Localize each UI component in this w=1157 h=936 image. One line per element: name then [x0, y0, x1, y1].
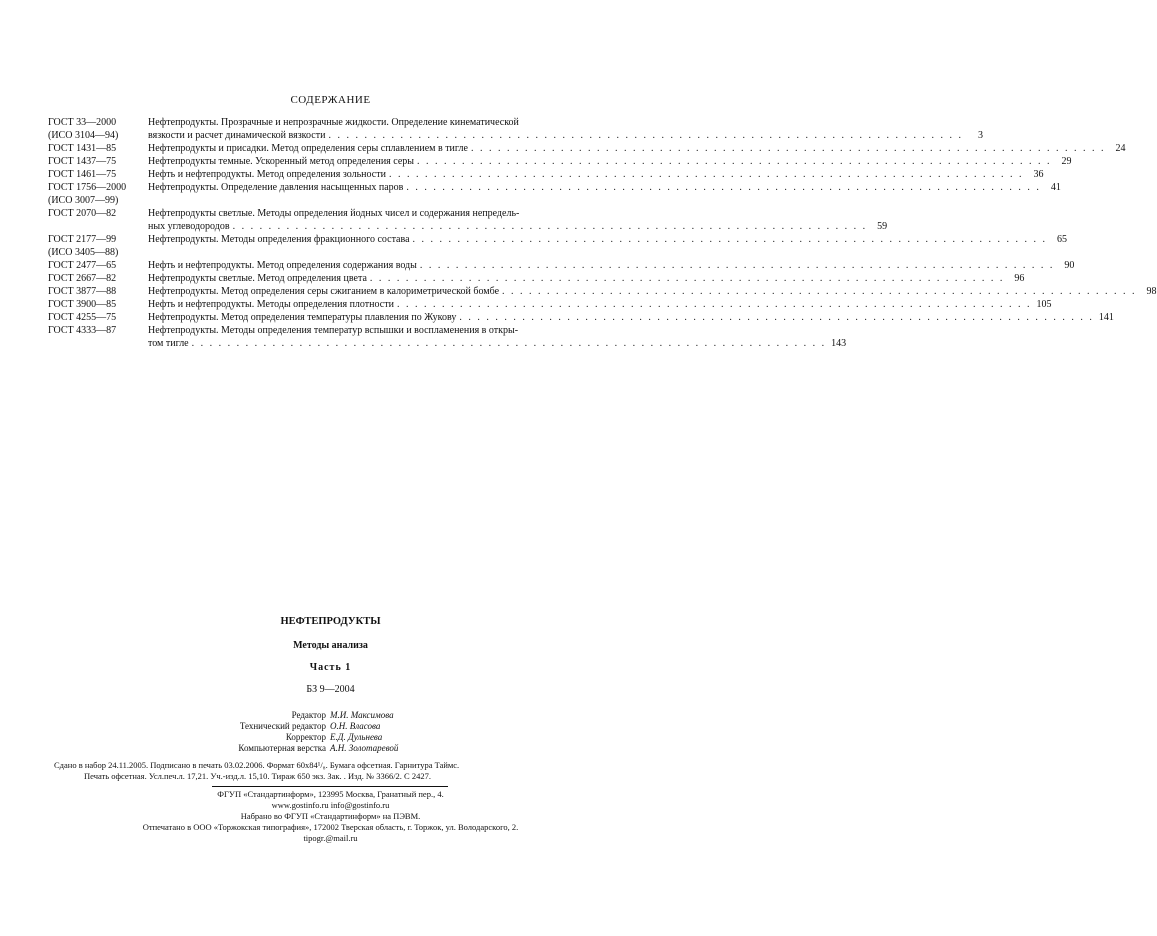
- toc-leader-dots: . . . . . . . . . . . . . . . . . . . . . . . . . . . . . . . . . . . . . . . . . . . . . . . . . . . . . . . . . . . . . . . . . . . . . . .: [459, 312, 1094, 323]
- imprint-line: Сдано в набор 24.11.2005. Подписано в печать 03.02.2006. Формат 60x84¹/₈. Бумага офсетная. Гарнитура Таймс.: [54, 760, 460, 770]
- toc-entry-text: [148, 142, 1126, 155]
- toc-standard-codes: [48, 142, 148, 155]
- toc-standard-codes: [48, 233, 148, 259]
- book-part: Часть 1: [309, 662, 352, 673]
- toc-entry-title: Нефть и нефтепродукты. Метод определения содержания воды: [148, 260, 417, 271]
- toc-standard-code: ГОСТ 2070—82: [48, 208, 117, 219]
- toc-standard-code: ГОСТ 1437—75: [48, 156, 117, 167]
- toc-leader-dots: . . . . . . . . . . . . . . . . . . . . . . . . . . . . . . . . . . . . . . . . . . . . . . . . . . . . . . . . . . . . . . . . . . . . . . .: [412, 234, 1048, 245]
- toc-entry-text: [148, 285, 1157, 298]
- toc-title: СОДЕРЖАНИЕ: [290, 94, 371, 106]
- toc-page-number: 105: [1036, 299, 1052, 310]
- toc-entry-text: [148, 272, 1025, 285]
- toc-page-number: 98: [1146, 286, 1157, 297]
- toc-entry: [48, 324, 847, 350]
- staff-role: Технический редактор: [239, 721, 326, 731]
- toc-entry: [48, 168, 1044, 181]
- toc-page-number: 141: [1098, 312, 1114, 323]
- toc-entry-text: [148, 168, 1044, 181]
- toc-standard-code: ГОСТ 1756—2000: [48, 182, 127, 193]
- toc-page-number: 143: [831, 338, 847, 349]
- toc-spacer: [148, 246, 613, 259]
- toc-entry-text: [148, 259, 1075, 272]
- toc-entry-text: [148, 233, 1068, 259]
- toc-leader-dots: . . . . . . . . . . . . . . . . . . . . . . . . . . . . . . . . . . . . . . . . . . . . . . . . . . . . . . . . . . . . . . . . . . . . . . .: [419, 260, 1055, 271]
- staff-role: Корректор: [285, 732, 326, 742]
- toc-entry-title: Нефтепродукты. Методы определения температур вспышки и воспламенения в откры-: [148, 325, 519, 336]
- toc-entry: [48, 272, 1025, 285]
- toc-entry: [48, 116, 983, 142]
- publisher-line: ФГУП «Стандартинформ», 123995 Москва, Гранатный пер., 4.: [217, 789, 444, 799]
- toc-page-number: 65: [1057, 234, 1068, 245]
- toc-entry-title: том тигле: [148, 338, 189, 349]
- toc-standard-codes: [48, 324, 148, 337]
- staff-name: О.Н. Власова: [330, 721, 381, 731]
- toc-entry: [48, 311, 1114, 324]
- toc-entry-title: Нефтепродукты. Метод определения температуры плавления по Жукову: [148, 312, 457, 323]
- toc-leader-dots: . . . . . . . . . . . . . . . . . . . . . . . . . . . . . . . . . . . . . . . . . . . . . . . . . . . . . . . . . . . . . . . . . . . . . . .: [388, 169, 1024, 180]
- toc-entry-title: Нефтепродукты. Методы определения фракционного состава: [148, 234, 410, 245]
- staff-row-editor: [200, 710, 460, 721]
- divider: [212, 786, 448, 787]
- staff-row-proofreader: [200, 732, 460, 743]
- toc-entry-title: Нефтепродукты темные. Ускоренный метод определения серы: [148, 156, 415, 167]
- toc-standard-code: ГОСТ 1431—85: [48, 143, 117, 154]
- toc-entry: [48, 207, 888, 233]
- toc-entry-title: Нефтепродукты светлые. Метод определения цвета: [148, 273, 367, 284]
- toc-entry-text: [148, 324, 847, 350]
- toc-leader-dots: . . . . . . . . . . . . . . . . . . . . . . . . . . . . . . . . . . . . . . . . . . . . . . . . . . . . . . . . . . . . . . . . . . . . . . .: [417, 156, 1052, 167]
- toc-entry-text: [148, 116, 983, 142]
- toc-standard-codes: [48, 272, 148, 285]
- toc-entry: [48, 259, 1075, 272]
- staff-row-layout: [200, 743, 460, 754]
- staff-role: Компьютерная верстка: [238, 743, 326, 753]
- toc-leader-dots: . . . . . . . . . . . . . . . . . . . . . . . . . . . . . . . . . . . . . . . . . . . . . . . . . . . . . . . . . . . . . . . . . . . . . . .: [502, 286, 1137, 297]
- toc-entry-title: Нефтепродукты. Метод определения серы сжиганием в калориметрической бомбе: [148, 286, 500, 297]
- toc-entry: [48, 285, 1157, 298]
- publisher-line: Отпечатано в ООО «Торжокская типография», 172002 Тверская область, г. Торжок, ул. Володарского, 2.: [142, 822, 519, 832]
- toc-entry-title: Нефтепродукты светлые. Методы определения йодных чисел и содержания непредель-: [148, 208, 520, 219]
- toc-standard-codes: [48, 155, 148, 168]
- toc-leader-dots: . . . . . . . . . . . . . . . . . . . . . . . . . . . . . . . . . . . . . . . . . . . . . . . . . . . . . . . . . . . . . . . . . . . . . . .: [328, 130, 963, 141]
- toc-entry: [48, 233, 1068, 259]
- toc-standard-codes: [48, 168, 148, 181]
- toc-standard-code: ГОСТ 2667—82: [48, 273, 117, 284]
- toc-standard-codes: [48, 259, 148, 272]
- toc-entry-text: [148, 311, 1114, 324]
- toc-entry-title: Нефтепродукты. Определение давления насыщенных паров: [148, 182, 404, 193]
- toc-entry-text: [148, 207, 888, 233]
- publisher-line: www.gostinfo.ru info@gostinfo.ru: [271, 800, 390, 810]
- toc-standard-code: ГОСТ 33—2000: [48, 117, 117, 128]
- toc-entry-title: ных углеводородов: [148, 221, 230, 232]
- toc-standard-codes: [48, 116, 148, 142]
- toc-page-number: 96: [1014, 273, 1025, 284]
- toc-page-number: 3: [977, 130, 983, 141]
- toc-page-number: 41: [1050, 182, 1061, 193]
- toc-page-number: 36: [1033, 169, 1044, 180]
- book-title: НЕФТЕПРОДУКТЫ: [280, 616, 381, 627]
- toc-entry-title: вязкости и расчет динамической вязкости: [148, 130, 326, 141]
- staff-credits: [200, 710, 460, 754]
- toc-leader-dots: . . . . . . . . . . . . . . . . . . . . . . . . . . . . . . . . . . . . . . . . . . . . . . . . . . . . . . . . . . . . . . . . . . . . . . .: [191, 338, 827, 349]
- toc-page-number: 59: [877, 221, 888, 232]
- imprint: [54, 760, 614, 782]
- toc-standard-code: (ИСО 3405—88): [48, 247, 119, 258]
- toc-standard-codes: [48, 298, 148, 311]
- toc-entry-text: [148, 155, 1072, 168]
- toc-entry-text: [148, 181, 1061, 207]
- staff-name: А.Н. Золотаревой: [330, 743, 399, 753]
- toc-standard-code: ГОСТ 2477—65: [48, 260, 117, 271]
- toc-standard-code: ГОСТ 3877—88: [48, 286, 117, 297]
- toc-standard-code: ГОСТ 4255—75: [48, 312, 117, 323]
- publisher-line: Набрано во ФГУП «Стандартинформ» на ПЭВМ.: [240, 811, 421, 821]
- staff-row-tech-editor: [200, 721, 460, 732]
- staff-role: Редактор: [291, 710, 326, 720]
- toc-list: [48, 116, 1157, 350]
- toc-standard-codes: [48, 181, 148, 207]
- toc-standard-code: ГОСТ 4333—87: [48, 325, 117, 336]
- publisher-info: [0, 789, 661, 844]
- toc-standard-codes: [48, 285, 148, 298]
- toc-standard-codes: [48, 207, 148, 220]
- imprint-line: Печать офсетная. Усл.печ.л. 17,21. Уч.-изд.л. 15,10. Тираж 650 экз. Зак. . Изд. № 3366/2. С 2427.: [84, 771, 431, 781]
- toc-leader-dots: . . . . . . . . . . . . . . . . . . . . . . . . . . . . . . . . . . . . . . . . . . . . . . . . . . . . . . . . . . . . . . . . . . . . . . .: [396, 299, 1032, 310]
- toc-page-number: 29: [1061, 156, 1072, 167]
- toc-entry: [48, 181, 1061, 207]
- toc-standard-code: ГОСТ 1461—75: [48, 169, 117, 180]
- toc-entry-text: [148, 298, 1052, 311]
- toc-entry: [48, 155, 1072, 168]
- staff-name: Е.Д. Дульнева: [330, 732, 383, 742]
- toc-entry-title: Нефтепродукты и присадки. Метод определения серы сплавлением в тигле: [148, 143, 468, 154]
- toc-leader-dots: . . . . . . . . . . . . . . . . . . . . . . . . . . . . . . . . . . . . . . . . . . . . . . . . . . . . . . . . . . . . . . . . . . . . . . .: [369, 273, 1005, 284]
- toc-entry-title: Нефть и нефтепродукты. Метод определения зольности: [148, 169, 386, 180]
- toc-standard-code: ГОСТ 2177—99: [48, 234, 117, 245]
- book-subtitle: Методы анализа: [293, 640, 368, 651]
- toc-entry: [48, 142, 1126, 155]
- toc-leader-dots: . . . . . . . . . . . . . . . . . . . . . . . . . . . . . . . . . . . . . . . . . . . . . . . . . . . . . . . . . . . . . . . . . . . . . . .: [232, 221, 868, 232]
- toc-standard-codes: [48, 311, 148, 324]
- staff-name: М.И. Максимова: [330, 710, 394, 720]
- toc-leader-dots: . . . . . . . . . . . . . . . . . . . . . . . . . . . . . . . . . . . . . . . . . . . . . . . . . . . . . . . . . . . . . . . . . . . . . . .: [406, 182, 1041, 193]
- toc-leader-dots: . . . . . . . . . . . . . . . . . . . . . . . . . . . . . . . . . . . . . . . . . . . . . . . . . . . . . . . . . . . . . . . . . . . . . . .: [470, 143, 1106, 154]
- publisher-line: tipogr.@mail.ru: [303, 833, 358, 843]
- toc-standard-code: ГОСТ 3900—85: [48, 299, 117, 310]
- toc-standard-code: (ИСО 3007—99): [48, 195, 119, 206]
- book-code: БЗ 9—2004: [306, 684, 355, 695]
- toc-entry: [48, 298, 1052, 311]
- toc-spacer: [148, 194, 613, 207]
- toc-entry-title: Нефтепродукты. Прозрачные и непрозрачные жидкости. Определение кинематической: [148, 117, 519, 128]
- toc-standard-code: (ИСО 3104—94): [48, 130, 119, 141]
- toc-page-number: 24: [1115, 143, 1126, 154]
- toc-entry-title: Нефть и нефтепродукты. Методы определения плотности: [148, 299, 394, 310]
- toc-page-number: 90: [1064, 260, 1075, 271]
